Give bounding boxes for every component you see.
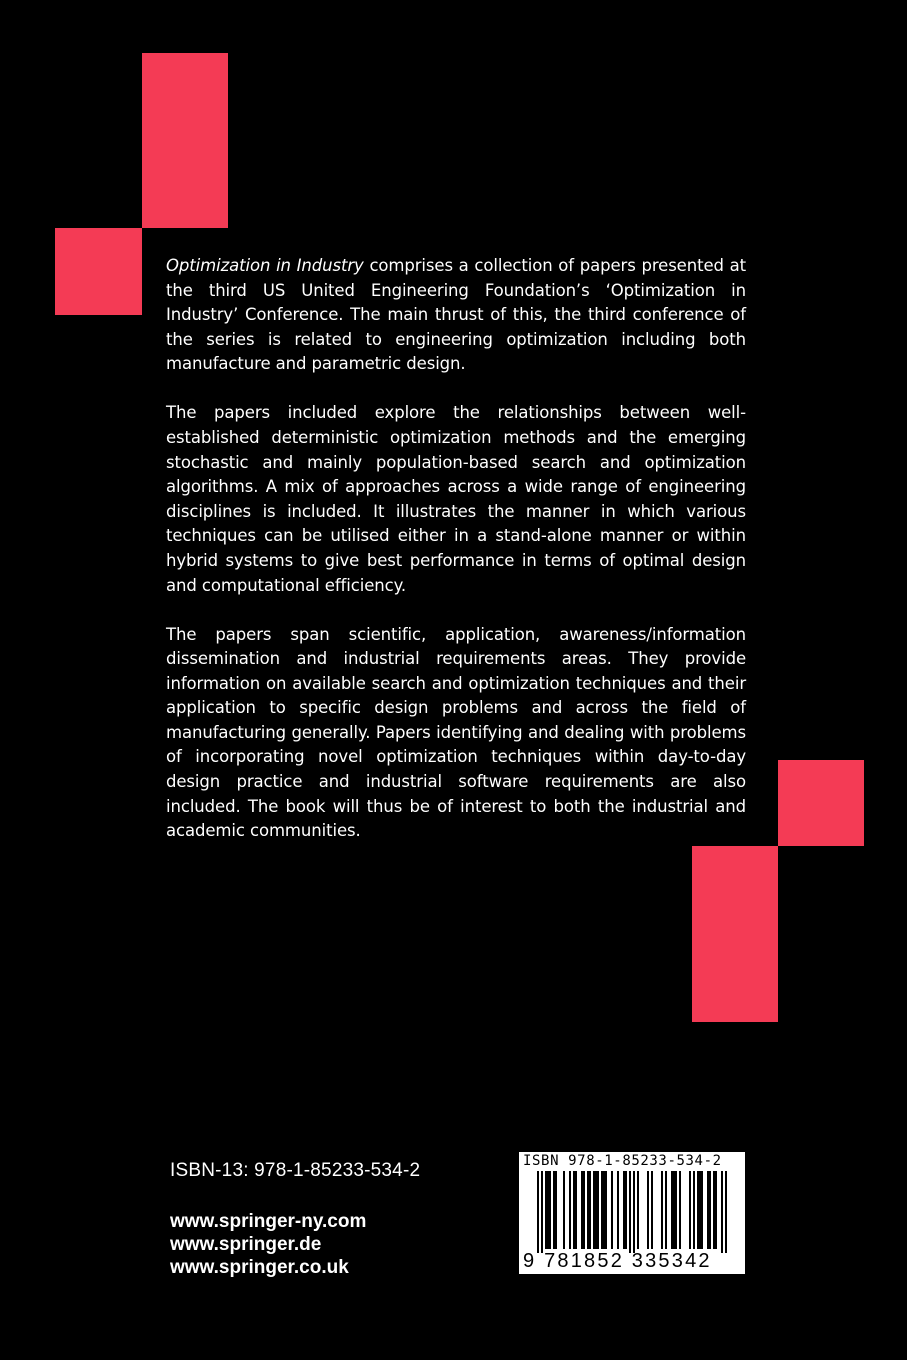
barcode-bar-29 xyxy=(725,1171,727,1253)
blurb-paragraph-3: The papers span scientific, application, awareness/information dissemination and industrial requirements areas. They provide information on available search and optimization techniques and their application to specific design problems and across the field of manufacturing generally. Papers identifying and dealing with problems of incorporating novel optimization techniques within day-to-day design practice and industrial software requirements are also included. The book will thus be of interest to both the industrial and academic communities. xyxy=(166,624,746,841)
barcode-bar-21 xyxy=(671,1171,677,1249)
barcode-bar-16 xyxy=(637,1171,639,1249)
url-springer-ny[interactable]: www.springer-ny.com xyxy=(170,1211,367,1232)
barcode-bar-3 xyxy=(553,1171,557,1249)
url-springer-uk[interactable]: www.springer.co.uk xyxy=(170,1257,349,1278)
barcode-bar-17 xyxy=(647,1171,649,1249)
barcode-bar-6 xyxy=(573,1171,577,1249)
barcode-bar-28 xyxy=(721,1171,723,1253)
url-springer-de[interactable]: www.springer.de xyxy=(170,1234,322,1255)
back-cover-blurb xyxy=(166,254,746,868)
barcode-bar-15 xyxy=(633,1171,635,1253)
barcode-bar-8 xyxy=(587,1171,591,1249)
barcode-bar-11 xyxy=(611,1171,613,1249)
barcode-digits: 9 781852 335342 xyxy=(523,1250,712,1272)
barcode-bar-0 xyxy=(537,1171,539,1253)
barcode-bar-14 xyxy=(629,1171,631,1253)
blurb-paragraph-1 xyxy=(166,254,746,377)
barcode-bar-19 xyxy=(661,1171,663,1249)
barcode-bar-12 xyxy=(617,1171,619,1249)
book-title: Optimization in Industry xyxy=(166,256,364,275)
barcode-bar-2 xyxy=(545,1171,551,1249)
barcode-bar-9 xyxy=(593,1171,599,1249)
decor-square-top xyxy=(142,53,228,228)
decor-square-top-left xyxy=(55,228,142,315)
barcode-isbn-text: ISBN 978-1-85233-534-2 xyxy=(523,1153,722,1169)
barcode-bar-7 xyxy=(581,1171,585,1249)
decor-square-bottom xyxy=(692,846,778,1022)
barcode-bar-24 xyxy=(693,1171,695,1249)
barcode-bar-10 xyxy=(601,1171,607,1249)
barcode-bar-26 xyxy=(707,1171,711,1249)
barcode-bar-13 xyxy=(623,1171,627,1249)
barcode-bar-1 xyxy=(541,1171,543,1253)
barcode-bar-18 xyxy=(651,1171,653,1249)
blurb-paragraph-1-text: comprises a collection of papers presented at the third US United Engineering Foundation’s ‘Optimization in Industry’ Conference. The main thrust of this, the third conference of the series is related to engineering optimization including both manufacture and parametric design. xyxy=(166,256,746,374)
barcode-bar-5 xyxy=(569,1171,571,1249)
barcode-bar-4 xyxy=(563,1171,565,1249)
barcode-bar-25 xyxy=(697,1171,703,1249)
blurb-paragraph-2: The papers included explore the relationships between well-established deterministic optimization methods and the emerging stochastic and mainly population-based search and optimization algorithms. A mix of approaches across a wide range of engineering disciplines is included. It illustrates the manner in which various techniques can be utilised either in a stand-alone manner or within hybrid systems to give best performance in terms of optimal design and computational efficiency. xyxy=(166,403,746,595)
isbn-label: ISBN-13: 978-1-85233-534-2 xyxy=(170,1160,421,1181)
decor-square-right xyxy=(778,760,864,846)
barcode-bar-27 xyxy=(713,1171,717,1249)
barcode xyxy=(519,1152,745,1274)
barcode-bar-20 xyxy=(665,1171,667,1249)
barcode-bar-23 xyxy=(689,1171,691,1249)
barcode-bar-22 xyxy=(679,1171,681,1249)
publisher-urls xyxy=(170,1210,366,1279)
barcode-bars xyxy=(519,1171,745,1253)
